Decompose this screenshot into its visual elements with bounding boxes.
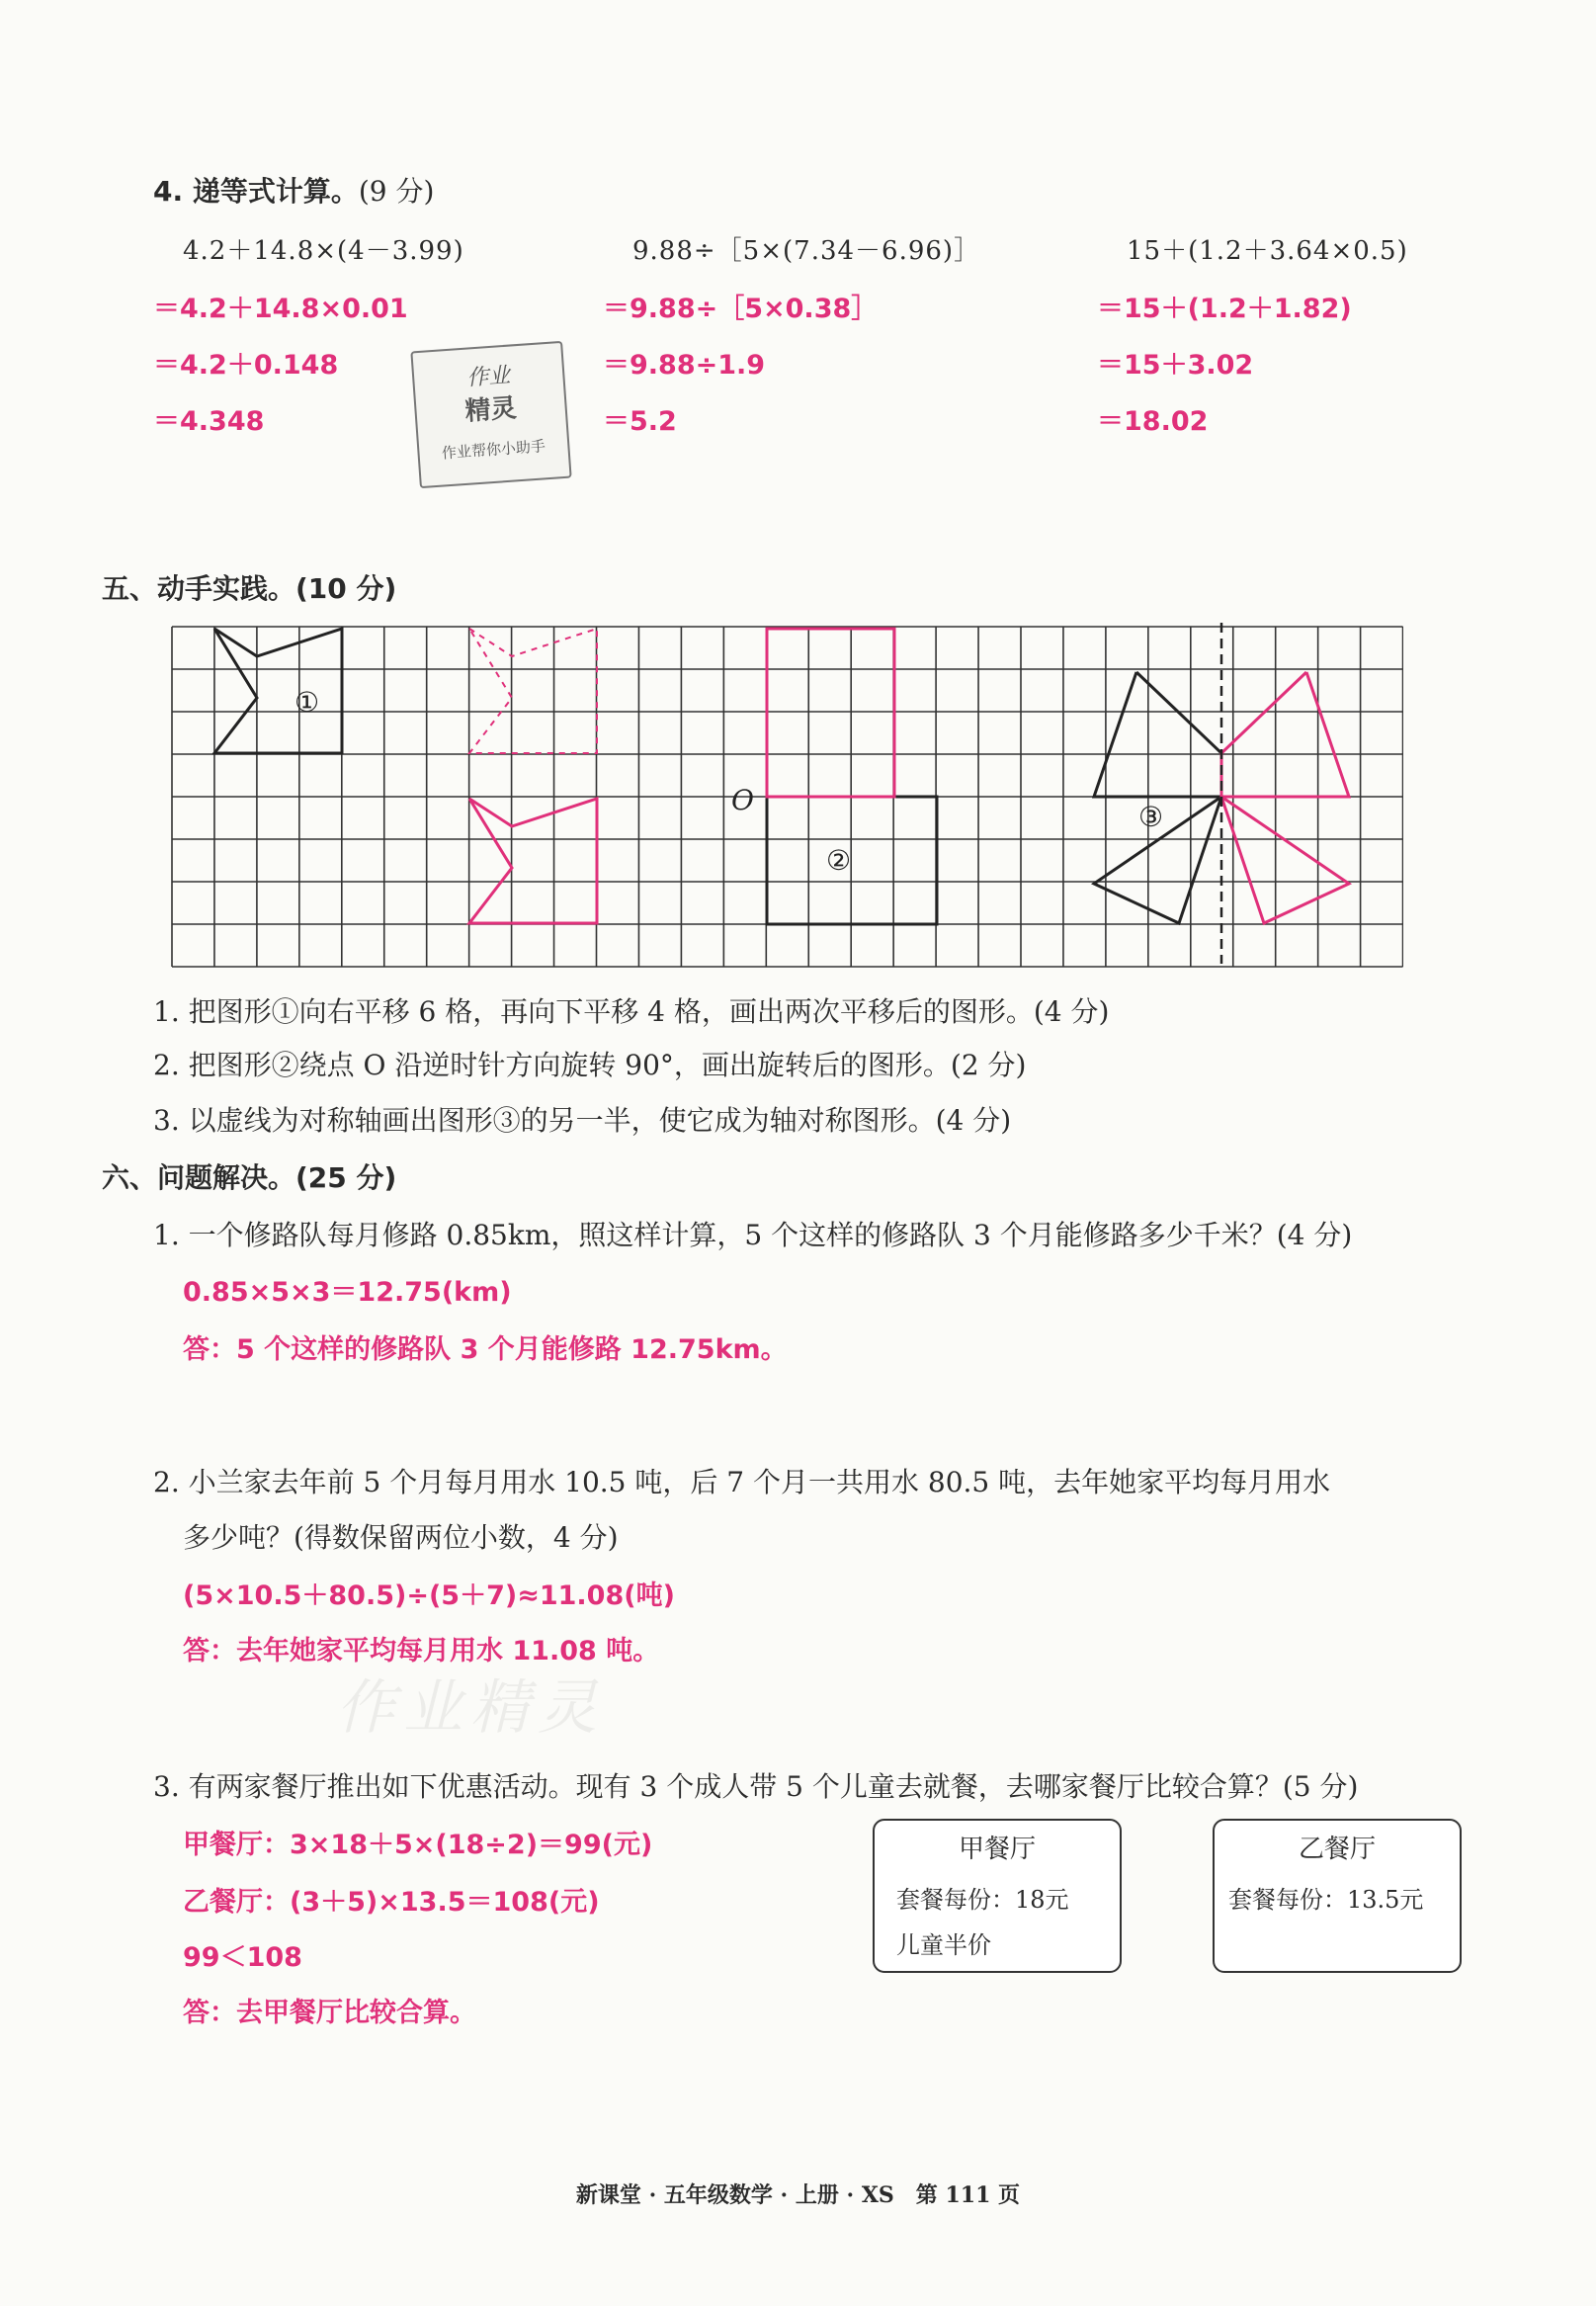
calc-step-2-3: ＝5.2 [603, 406, 677, 437]
calc-expr-3: 15＋(1.2＋3.64×0.5) [1127, 236, 1408, 266]
restaurant-a-line2: 儿童半价 [896, 1931, 991, 1959]
calc-step-1-2: ＝4.2＋0.148 [153, 350, 339, 381]
label-shape-1: ① [294, 686, 320, 719]
shape-1-outline [214, 629, 342, 753]
shape-3-mirror-upper [1221, 672, 1349, 797]
shape-1-translated [469, 799, 597, 923]
p1-work: 0.85×5×3＝12.75(km) [183, 1277, 512, 1308]
p1-answer: 答：5 个这样的修路队 3 个月能修路 12.75km。 [183, 1334, 788, 1365]
calc-step-1-1: ＝4.2＋14.8×0.01 [153, 294, 408, 324]
practice-item-3: 3. 以虚线为对称轴画出图形③的另一半，使它成为轴对称图形。(4 分) [153, 1104, 1012, 1137]
practice-item-2: 2. 把图形②绕点 O 沿逆时针方向旋转 90°，画出旋转后的图形。(2 分) [153, 1049, 1027, 1081]
stamp-line3: 作业帮你小助手 [441, 437, 546, 463]
calc-step-1-3: ＝4.348 [153, 406, 265, 437]
stamp-line2: 精灵 [463, 393, 518, 427]
stamp-logo [410, 341, 571, 488]
p2-question-line2: 多少吨？(得数保留两位小数，4 分) [183, 1521, 619, 1554]
p2-question-line1: 2. 小兰家去年前 5 个月每月用水 10.5 吨，后 7 个月一共用水 80.5 吨，去年她家平均每月用水 [153, 1466, 1331, 1498]
p2-answer: 答：去年她家平均每月用水 11.08 吨。 [183, 1636, 660, 1666]
calc-expr-2: 9.88÷［5×(7.34－6.96)］ [632, 236, 981, 266]
restaurant-b-box [1213, 1819, 1462, 1973]
label-shape-3: ③ [1138, 801, 1164, 833]
calc-step-3-1: ＝15＋(1.2＋1.82) [1097, 294, 1352, 324]
calc-step-3-3: ＝18.02 [1097, 406, 1209, 437]
stamp-line1: 作业 [465, 363, 512, 391]
shape-1-dotted-guide [469, 629, 597, 753]
watermark: 作业精灵 [336, 1673, 605, 1743]
page-footer: 新课堂 · 五年级数学 · 上册 · XS 第 111 页 [575, 2182, 1021, 2208]
label-shape-2: ② [826, 844, 852, 877]
shape-3-mirror-lower [1221, 797, 1349, 923]
p1-question: 1. 一个修路队每月修路 0.85km，照这样计算，5 个这样的修路队 3 个月能修路多少千米？(4 分) [153, 1219, 1353, 1251]
calc-expr-1: 4.2＋14.8×(4－3.99) [183, 236, 464, 266]
restaurant-a-box [873, 1819, 1122, 1973]
p3-answer: 答：去甲餐厅比较合算。 [183, 1998, 476, 2028]
restaurant-b-title: 乙餐厅 [1298, 1835, 1376, 1864]
shape-3-outline [1094, 672, 1221, 797]
calc-step-2-1: ＝9.88÷［5×0.38］ [603, 294, 879, 324]
grid-figure [168, 623, 1403, 969]
restaurant-a-line1: 套餐每份：18元 [896, 1886, 1069, 1914]
p3-work-1: 甲餐厅：3×18＋5×(18÷2)＝99(元) [183, 1830, 653, 1860]
calc-step-3-2: ＝15＋3.02 [1097, 350, 1254, 381]
practice-title: 五、动手实践。(10 分) [102, 572, 397, 605]
calc-step-2-2: ＝9.88÷1.9 [603, 350, 766, 381]
calc-heading [153, 170, 434, 210]
p3-question: 3. 有两家餐厅推出如下优惠活动。现有 3 个成人带 5 个儿童去就餐，去哪家餐厅比较合算？(5 分) [153, 1770, 1359, 1803]
label-point-o: O [731, 784, 754, 816]
p3-work-3: 99＜108 [183, 1942, 302, 1973]
practice-item-1: 1. 把图形①向右平移 6 格，再向下平移 4 格，画出两次平移后的图形。(4 分) [153, 995, 1110, 1028]
problems-title: 六、问题解决。(25 分) [102, 1161, 397, 1194]
calc-title: 4. 递等式计算。 [153, 175, 359, 208]
restaurant-b-line1: 套餐每份：13.5元 [1228, 1886, 1424, 1914]
restaurant-a-title: 甲餐厅 [958, 1835, 1036, 1864]
shape-2-rotated [767, 629, 894, 797]
calc-score: (9 分) [358, 175, 435, 208]
p2-work: (5×10.5＋80.5)÷(5＋7)≈11.08(吨) [183, 1580, 675, 1611]
p3-work-2: 乙餐厅：(3＋5)×13.5＝108(元) [183, 1887, 600, 1918]
